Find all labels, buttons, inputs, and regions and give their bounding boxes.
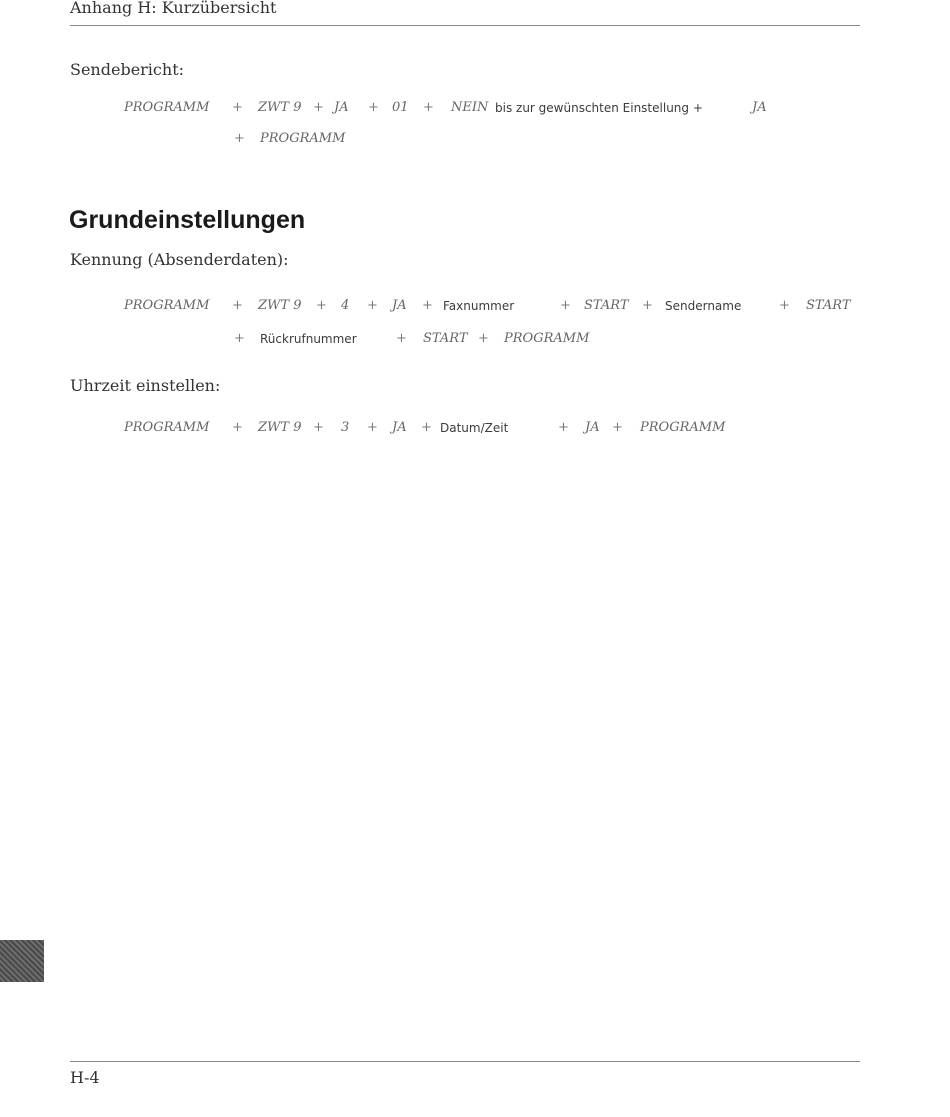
key-3: 3	[341, 420, 350, 435]
key-start: START	[806, 298, 851, 313]
key-ja: JA	[392, 298, 407, 313]
running-header: Anhang H: Kurzübersicht	[70, 0, 277, 17]
section-heading: Grundeinstellungen	[69, 206, 306, 234]
plus-sign: +	[313, 100, 324, 115]
instruction-text: bis zur gewünschten Einstellung +	[495, 101, 703, 115]
plus-sign: +	[368, 100, 379, 115]
plus-sign: +	[232, 100, 243, 115]
key-nein: NEIN	[451, 100, 489, 115]
plus-sign: +	[423, 100, 434, 115]
plus-sign: +	[367, 298, 378, 313]
plus-sign: +	[234, 331, 245, 346]
key-zwt9: ZWT 9	[258, 420, 302, 435]
date-time-text: Datum/Zeit	[440, 421, 509, 435]
plus-sign: +	[234, 131, 245, 146]
plus-sign: +	[558, 420, 569, 435]
footer-rule	[70, 1061, 860, 1062]
key-zwt9: ZWT 9	[258, 100, 302, 115]
key-ja: JA	[585, 420, 600, 435]
key-zwt9: ZWT 9	[258, 298, 302, 313]
plus-sign: +	[478, 331, 489, 346]
sender-name-text: Sendername	[665, 299, 742, 313]
key-start: START	[423, 331, 468, 346]
identification-label: Kennung (Absenderdaten):	[70, 250, 289, 269]
plus-sign: +	[396, 331, 407, 346]
key-programm: PROGRAMM	[124, 420, 210, 435]
page-number: H-4	[70, 1068, 100, 1087]
plus-sign: +	[232, 298, 243, 313]
key-programm: PROGRAMM	[504, 331, 590, 346]
callback-number-text: Rückrufnummer	[260, 332, 357, 346]
key-ja: JA	[392, 420, 407, 435]
key-programm: PROGRAMM	[640, 420, 726, 435]
plus-sign: +	[560, 298, 571, 313]
plus-sign: +	[422, 298, 433, 313]
plus-sign: +	[232, 420, 243, 435]
plus-sign: +	[612, 420, 623, 435]
plus-sign: +	[367, 420, 378, 435]
key-ja: JA	[334, 100, 349, 115]
plus-sign: +	[316, 298, 327, 313]
key-programm: PROGRAMM	[260, 131, 346, 146]
set-time-label: Uhrzeit einstellen:	[70, 376, 221, 395]
fax-number-text: Faxnummer	[443, 299, 515, 313]
key-01: 01	[392, 100, 409, 115]
plus-sign: +	[642, 298, 653, 313]
key-4: 4	[341, 298, 350, 313]
key-programm: PROGRAMM	[124, 100, 210, 115]
thumb-index-tab	[0, 940, 44, 982]
key-ja: JA	[752, 100, 767, 115]
plus-sign: +	[779, 298, 790, 313]
plus-sign: +	[421, 420, 432, 435]
header-rule	[70, 25, 860, 26]
key-start: START	[584, 298, 629, 313]
key-programm: PROGRAMM	[124, 298, 210, 313]
send-report-label: Sendebericht:	[70, 60, 185, 79]
plus-sign: +	[313, 420, 324, 435]
